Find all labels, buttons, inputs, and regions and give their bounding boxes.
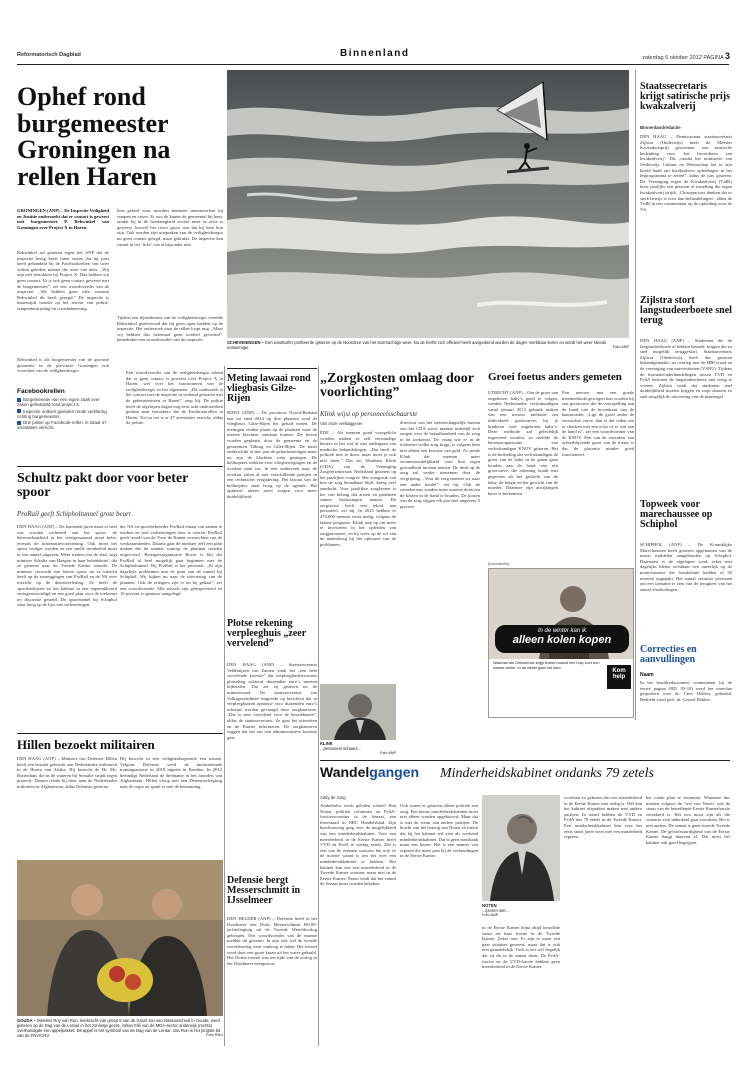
facebook-box-item-text: Drie politie op Facebook-rellen: in totaal 47 arrestaties verricht.	[17, 420, 107, 431]
defensie-body: DEN HELDER (ANP) – Defensie heeft in het IJsselmeer een Duits Messerschmitt Bf109-jachtvliegtuig uit de Tweede Wereldoorlog geborgen. Een woordvoerder van de marine meldde dit gisteren. In zijn ook wel de tweede wereldoorlog weer omhoog te halen. Het toestel werd door een grote kraan uit het water gehaald. Het Duitse toestel was ten tijde van de oorlog in het IJsselmeer neergestort.	[227, 916, 317, 966]
klink-caption-label: KLINK	[320, 741, 333, 746]
bullet-icon	[17, 398, 21, 402]
hillen-top-rule	[17, 733, 223, 734]
wandel-body-5: het totale plan te stemmen. Waarmee dus meteen volgens de ‘wet van Noten’ ook de steun van de betreffende Eerste Kamerfractie verzekerd is. Het zou mooi zijn als die scenario zich inderdaad gaat voordoen. Het is niet anders. De senaat is geen tweede Tweede Kamer. De geloofwaardigheid van de Eerste Kamer hangt daarvan af. Dat moet het kabinet ook goed begrijpen.	[646, 795, 730, 845]
masthead-page-number: 3	[724, 51, 730, 61]
meting-top-rule	[227, 368, 317, 369]
wandelgangen-title	[320, 764, 440, 780]
plotse-body: DEN HAAG (ANP) – Staatssecretaris Veldhuijzen van Zanten vindt het „een hele vervelende kwestie” dat verpleeghuisbewoners plotseling achteraf duizenden euro’s moeten bijbetalen. Dat zei zij gisteren na de ministerraad. De staatssecretaris van Volksgezondheid reageerde op berichten dat in verpleeghuizen opnieuw voor duizenden euro’s achteraf worden gevraagd door zorgkantoren. „Dat is zeer vervelend voor de betrokkenen”, aldus de staatssecretaris. Ze gaat het uitzoeken en de Kamer informeren. De zorgkantoren zeggen dat het om een administratieve kwestie gaat.	[227, 662, 317, 740]
klink-photo	[320, 684, 396, 740]
klink-photo-graphic	[320, 684, 396, 740]
gouda-credit: Foto RNU	[206, 1033, 223, 1037]
wandel-body-1: Anderhalve week geleden schreef Han Noten, politiek columnist en PvdA-fractievoorzitter in de Senaat, een lezersmail in NRC Handelsblad. Zijn beschouwing ging over de mogelijkheid van een minderheidskabinet. Voor een meerderheid in de Eerste Kamer heeft VVD en PvdA te weinig zetels. Dat is een van de redenen waarom het ook zo de moeite waard is om het over een minderheidskabinet te hebben. Het kabinet kan dus een meerderheid in de Tweede Kamer vormen, maar niet in de Eerste Kamer. Noten vindt dat het vanuit de Senaat moet worden bekeken.	[320, 803, 396, 887]
zorgkosten-body: EDE – Als mensen goed voorgelicht worden, maken ze zelf verstandige keuzes in het wel of niet ondergaan van medische behandelingen. „Dat heeft de politiek niet te doen, maar moet je ook niet doen.” Dat zei Abraham Klink (CDA) van de Vereniging Zorgverzekeraars Nederland gisteren op het jaarlijkse congres. Het vraagstuk van hoe de zorg betaalbaar blijft, kreeg veel aandacht. Voor jaarlijkse zorgkosten is het van belang dat artsen en patiënten samen beslissingen nemen. De zorgsector heeft een tekort aan personeel, zei hij. In 2025 hebben er 470.000 mensen extra nodig, volgens de laatste prognose. Klink riep op om meer te investeren in het opleiden van zorgpersoneel, en hij wees op de rol van de mantelzorg bij het oplossen van de problemen.	[320, 430, 396, 547]
noten-photo	[482, 795, 560, 901]
ad-headline-2: alleen kolen kopen	[512, 634, 612, 646]
column-rule	[635, 70, 636, 720]
schultz-body-2: der NS en spoorbeheerder ProRail ernaar om samen te werken en snel verbeteringen door te voeren. ProRail geeft twaalf van de Twee de Kamer overzichten van de werkzaamheden. Daarna gaat de minister zelf een plan maken dat de manier waarop de plannen worden uitgevoerd. Reizigersorganisatie Rover is blij dat ProRail al heel mogelijk gaat beginnen met de Schipholtunnel. Bij ProRail is het prioriteit. „Er zijn dagelijks problemen met de punt van de tunnel bij Schiphol. Wij kijken nu naar de uitvoering van de plannen. Ook de reizigers zijn er nu bij gebaat”, zei een woordvoerder. Alle wissels zijn geïnspecteerd en 10 procent is opnieuw aangelegd.	[120, 524, 222, 597]
lead-headline: Ophef rond burgemeester Groningen na rellen Haren	[17, 84, 171, 191]
schultz-top-rule	[17, 466, 223, 467]
masthead-section: Binnenland	[340, 48, 410, 59]
langstudeer-headline: Zijlstra stort langstudeerboete snel terug	[640, 296, 732, 327]
ad-logo-1: Kom	[612, 668, 626, 674]
plotse-headline: Plotse rekening verpleeghuis „zeer vervelend”	[227, 619, 306, 650]
hillen-headline: Hillen bezoekt militairen	[17, 738, 155, 752]
masthead-page-label: PAGINA	[703, 55, 724, 61]
schultz-body: DEN HAAG (ANP) – De komende jaren moet er heel wat worden verbeterd aan het spoor: de betrouwbaarheid in het reizigersaantal moet beter, evenals de informatievoorziening. Ook moet het spoor veiliger worden en een snelle treinbeleid moet in een aantal uitgaven. Meer treinen om de stad, zegt minister Schultz van Haegen in haar beleidsbrief, die ze gisteren naar de Tweede Kamer stuurde. De minister verwacht een betere spoor nu ze uitzicht heeft op de toezeggingen van ProRail en de NS over toezicht op de dienstverlening. Ze heeft de spoorbedrijven en het kabinet in een regeerakkoord vertegenwoordigd en een goed plan voor de toekomst ter discussie gesteld. De spoortunnel bij Schiphol staat hoog op de lijst van verbeteringen.	[17, 524, 117, 608]
windsurfer-caption-label: SCHEVENINGEN –	[227, 340, 264, 345]
masthead-date-line	[560, 51, 730, 61]
masthead-date: zaterdag 6 oktober 2012	[642, 55, 702, 61]
lead-intro	[17, 208, 109, 250]
zorgkosten-byline: Van onze verslaggever	[320, 421, 363, 426]
noten-credit: Foto ANP	[482, 913, 499, 917]
lead-body-2: Rehwinkel is als burgemeester van de grootste gemeente in de provincie Groningen ook voorzitter van de veiligheidsregio	[17, 357, 109, 374]
noten-photo-graphic	[482, 795, 560, 901]
lead-body-1: Rehwinkel zei gisteren tegen het ANP dat de inspectie bezig heeft laten weten dat hij juist heeft gehandeld bij de Facebookrellen van twee weken geleden, manier die weer van niets. „Wij zijn niet betrokken bij Project X. Dus hebben wij geen contact. Er is ook geen contact geweest met de burgemeester”, zei een woordvoerder van de inspectie. „We hebben geen idee waarom Rehwinkel dit heeft gezegd.” De inspectie is tussentijds houder op het terrein van politie, rampenbestrijding en crisisbeheersing.	[17, 250, 109, 311]
langstudeer-body: DEN HAAG (ANP) – Studenten die de langstudeerboete al hebben betaald, krijgen die zo snel mogelijk teruggestort. Staatssecretaris Zijlstra (Onderwijs) heeft dat gisteren bekendgemaakt, na overleg met de HBO-raad en de vereniging van universiteiten (VSNU). Tijdens de formatieonderhandelingen tussen VVD en PvdA besloten de langstudeerboete niet terug te voeren. Zijlstra vindt dat studenten snel duidelijkheid moeten krijgen en stopt daarom zo snel mogelijk de uitvoering van de maatregel.	[640, 338, 732, 399]
lead-intro-text: GRONINGEN (ANP) – De Inspectie Veiligheid en Justitie onderzoekt dat er contact is geweest met burgemeester P. Rehwinkel van Groningen over Project X in Haren.	[17, 208, 109, 230]
ad-logo-2: help	[612, 674, 626, 680]
column-rule	[318, 366, 319, 1046]
kwakzalverij-body: DEN HAAG – Demissionair staatssecretaris Zijlstra (Onderwijs) heeft de Meester Kackadorisprijs gewonnen, een satirische bedenking voor ‘het bevorderen van kwakzalverij’. Dit „omdat het ministerie van Onderwijs, Cultuur en Wetenschap het in zijn hoofd haalt om kwakzalvers opleidingen in het lesprogramma te zetten”, aldus de jury gisteren. De Vereniging tegen de Kwakzalverij (VtdK) kiest jaarlijks een persoon of instelling die tegen kwakzalverij strijdt. ‚Chiropractors denken dat er sterk bewijs is voor hun behandelingen’, aldus de VtdK in een commentaar op de opleiding voor de VS.	[640, 134, 732, 212]
wandel-headline: Minderheidskabinet ondanks 79 zetels	[440, 766, 654, 781]
gouda-caption	[17, 1018, 223, 1044]
marechaussee-headline: Topweek voor marechaussee op Schiphol	[640, 500, 713, 531]
foetus-body-2: Een nieuwe, met een goede meetmethode gewogen kan worden bij een groeicurve die de voorspelling aan de hand van de bovenkant van de baarmoeder. „Ligt de groei onder de verwachte curve, dan is dat reden om te checken met een echo of er wat aan de hand is”, zei een woordvoerder van de KNOV. Een van de oorzaken van achterblijvende groei van de foetus is dat de placenta minder goed functioneert.	[562, 390, 634, 457]
wandel-title-2: gangen	[369, 764, 420, 780]
windsurfer-caption	[227, 340, 629, 354]
masthead-paper-name: Reformatorisch Dagblad	[17, 52, 81, 58]
noten-caption-label: NOTEN	[482, 903, 497, 908]
masthead-rule	[17, 64, 729, 65]
marechaussee-body: SCHIPHOL (ANP) – De Koninklijke Marechaussee heeft gisteren opgenomen van de meest middelen aangehouden op Schiphol. Daarnaast is de afgelopen week zeker niet dagelijks kleine zichtbaar een oneerlijk op de marechaussee die fraudulente hadden of 30 mensen opgepakt. Het aantal vermiste personen om een toename te zien van de terugkeer van het aantal vluchtelingen.	[640, 542, 732, 592]
defensie-headline: Defensie bergt Messerschmitt in IJsselmeer	[227, 876, 301, 907]
gouda-caption-label: GOUDA –	[17, 1018, 36, 1023]
zorgkosten-body-2: directeur van het wetenschappelijk bureau van het CDA werd, maakte indertijd zich zorgen over de betaalbaarheid van de zorg in de toekomst. De vraag wie er in de toekomst welke zorg krijgt, is volgens hem niet alleen een kwestie van geld. Zo stelde Klink dat mensen meer verantwoordelijkheid voor hun eigen gezondheid moeten nemen. De druk op de zorg zal verder toenemen door de vergrijzing. „Voor de zorg moeten we naar een ander model”, zei hij. Ook de verzekeraars zouden meer moeten doen om de kosten in de hand te houden. De kosten van de zorg stijgen elk jaar met ongeveer 5 procent.	[400, 420, 480, 509]
hillen-body: DEN HAAG (ANP) – Minister van Defensie Hillen heeft een bezoek gebracht aan Nederlandse militairen in de Hoorn van Afrika. Hij bezocht de Hr. Ms. Rotterdam, die in de wateren bij Somalië strijdt tegen piraterij. Daarna reisde hij door naar de Nederlandse militairen in Afghanistan, aldus Defensie gisteren.	[17, 756, 117, 789]
noten-caption	[482, 903, 560, 923]
wandel-title-1: Wandel	[320, 764, 370, 780]
gouda-caption-text: Meester Roy van Run, leerkracht van groep 8 van de Graaf Jan van Nassauschool in Gouda, werd gisteren op de Dag van de Leraar in het zonnetje gezet. Johan Filé van de MDA-sector onderwijs (rechts) overhandigde een appelpakket. Dit appel is het symbool van de Dag van de Leraar. Van Run is het jongste lid van de FNV/CNV.	[17, 1018, 220, 1038]
hillen-body-2: Hij bezocht in een veiligheidsoperatie een missie. Volgens Defensie werd de internationale trainingsmissie in 2010 ingezet in Kunduz. In 2012 beëindigt Nederland de deelname in het noorden van Afghanistan. Hillen vloog met een Defensievliegtuig naar de regio en sprak er met de bemanning.	[120, 756, 222, 789]
klink-credit: Foto ANP	[379, 751, 396, 755]
gouda-photo	[17, 860, 223, 1016]
lead-body-5: Een woordvoerder van de veiligheidsregio erkent dat er geen contact is geweest over Project X in Haren, wel over het functioneren van de veiligheidsregio in het algemeen. „Dit onderzoek is het contact met de inspectie in verband gebracht met de gebeurtenissen in Haren”, zegt hij. De politie heeft de afgelopen dagen nog eens acht onderzoeken gedaan naar bezoekers die de Facebookrellen in Haren. Tot nu toe is er 47 arrestaties verricht, aldus de politie.	[126, 370, 223, 426]
noten-caption-text: ...ijzeren wet...	[482, 908, 509, 913]
facebook-box-item	[17, 397, 109, 408]
klink-caption-text: ...personeel schaars...	[320, 746, 362, 751]
corrections-body: In het hoofdredactioneel commentaar bij de eerste pagina (RD, 05-10) werd ten onrechte gesproken over dr. Cees Dekker, gebeteld. Bedoeld werd prof. dr. Gerard Dekker.	[640, 680, 732, 702]
lead-body-4: Tijdens een bijeenkomst van de veiligheidsregio vertelde Rehwinkel gisteravond dat hij geen ogen hadden op de inspectie. Het onderzoek naar de rellen loopt nog. „Maar wij hebben dus helemaal geen oordeel gevormd”, benadrukte een woordvoerder van de inspectie.	[117, 315, 223, 343]
lead-body-3: leen geheel waar moeders bemieen samenwerken bij rampen en crises. Er zou de kanter de gemeentel bij hem, omdat hij in de hoedanigheid zoveel meer in actie is geweest, hoewel het risico groot was dat hij hem kon zijn. Ook werden zijn uitspraken van de veiligheidsregio nu geen contact gelegd, maar gebruikt. De inspectie kan vanuit in het ‘licht’ van al bijzonder niet.	[117, 208, 223, 247]
schultz-headline: Schultz pakt door voor beter spoor	[17, 472, 189, 501]
gouda-photo-graphic	[17, 860, 223, 1016]
foetus-body: UTRECHT (ANP) – Om de groei van ongeboren baby’s goed te volgen, werden Nederlandse verloskundigen vanaf januari 2013 gebruik maken van een nieuwe methode om individuele groeicurves bij je kinderen voor ongeboren baby’s. Deze methode zal geleidelijk ingevoerd worden, zo meldde de beroepsorganisatie van verloskundigen KNOV gisteren. Het is de bedoeling dat verloskundigen de groei van de baby in de gaten gaan houden aan de hand van een groeicurve, die rekening houdt met gegevens als het geslacht van de baby, de lengte en het gewicht van de moeder. Daarmee zijn afwijkingen beter te herkennen.	[488, 390, 558, 496]
corrections-name-label: Naam	[640, 672, 654, 678]
windsurfer-photo	[227, 70, 629, 338]
bullet-icon	[17, 409, 21, 413]
facebook-box-item-text: Inspectie ontkent gesloten rende verklaring richting burgemeester.	[17, 408, 107, 419]
meting-headline: Meting lawaai rond vliegbasis Gilze-Rijen	[227, 374, 311, 405]
corrections-headline: Correcties en aanvullingen	[640, 645, 697, 666]
kwakzalverij-byline: Binnenlandredactie	[640, 125, 681, 130]
schultz-subhead: ProRail geeft Schipholtunnel grote beurt	[17, 510, 131, 518]
windsurfer-caption-text: Een windsurfer profiteerde gisteren op de Noordzee van het stormachtige weer. Nu de herfst zich officieel heeft aangediend worden de dagen merkbaar korter en wordt het weer steeds onstuimiger.	[227, 340, 607, 350]
column-rule	[224, 366, 225, 1046]
windsurfer-photo-graphic	[227, 70, 629, 338]
kwakzalverij-headline: Staatssecretaris krijgt satirische prijs kwakzalverij	[640, 82, 730, 113]
ad-headline-1: In de winter kan ik	[537, 628, 587, 634]
foetus-headline: Groei foetus anders gemeten	[488, 372, 622, 383]
zorgkosten-headline: „Zorgkosten omlaag door voorlichting”	[320, 372, 474, 401]
wandel-body-4: voorbaat zo gekozen dat een meerderheid in de Eerste Kamer niet nodig is. Wel kan het kabinet afspraken maken met andere partijen. In totaal hebben de VVD en PvdA dus 79 zetels in de Tweede Kamer. Een minderheidskabinet kan voor het eerst sinds jaren weer met een minderheid regeren.	[564, 795, 642, 840]
zorgkosten-subhead: Klink wijst op personeelsschaarste	[320, 410, 418, 418]
ad-banner	[495, 625, 629, 653]
wandel-byline: Addy de Jong	[320, 795, 346, 800]
facebook-box-item	[17, 420, 109, 431]
wandel-top-rule	[320, 760, 730, 761]
ad-label: [Advertentie]	[488, 562, 510, 566]
facebook-box-item	[17, 409, 109, 420]
coal-advertisement[interactable]	[488, 568, 634, 718]
klink-caption	[320, 741, 396, 755]
kom-help-logo	[607, 665, 631, 689]
windsurfer-credit: Foto ANP	[612, 345, 629, 349]
wandel-body-3: in de Eerste Kamer bijna altijd hetzelfde stemt als haar fractie in de Tweede Kamer. Zeker niet. Er zijn er maar een paar situaties geweest, maar dat is ook niet gemakkelijk. Toch is het wel degelijk dat zij dit in de senaat doen. De PvdA-fractie en de VVD-fractie hebben geen meerderheid in de Eerste Kamer.	[482, 925, 560, 970]
bullet-icon	[17, 421, 21, 425]
facebook-box-item-text: Burgemeester van een eigen zaak over zaken gehandeld rond project X.	[17, 397, 100, 408]
wandel-body-2: Ook waren er gisteren alleen politiek een zorg. Een nieuw minderheidskabinet moet niet alleen worden opgebouwd. Maar dat is met de steun van andere partijen. De kracht van het betoog van Noten zit hierin dat hij het kabinet wil zien als werkend minderheidskabinet. Dat is geen noodzaak maar een keuze. Het is een manier van regeren die meer past bij de verhoudingen in de Eerste Kamer.	[400, 803, 478, 859]
facebook-box-title: Facebookrellen	[17, 388, 65, 395]
ad-small-text: Waarvan als Oekraïense krijgt iedere maand een hulp voor een warme winter. In de winter gaat het hard.	[493, 661, 600, 670]
meting-body: RIJEN (ANP) – De provincie Noord-Brabant laat tot eind 2014 op drie plaatsen rond de vliegbasis Gilze-Rijen het geluid meten. De metingen vinden plaats op de plaatsen waar de meeste klachten vandaan komen. De boxen worden geplaatst door de gemeente en de gemeenten Tilburg en Gilze-Rijen. De basis onderschikt al drie jaar de geluidsmetingen maar nu zijn de klachten weer gestegen. De helikopters wekken voor vliegbewegingen en de overlast nam toe. In een onderzoek naar de overlast zitten al met verschillende partijen in een technische vergadering. Het lawaai van de helikopters staat hoog op de agenda. Het opnieuw meten moet zorgen voor meer duidelijkheid.	[227, 410, 317, 499]
facebook-box	[17, 388, 109, 460]
